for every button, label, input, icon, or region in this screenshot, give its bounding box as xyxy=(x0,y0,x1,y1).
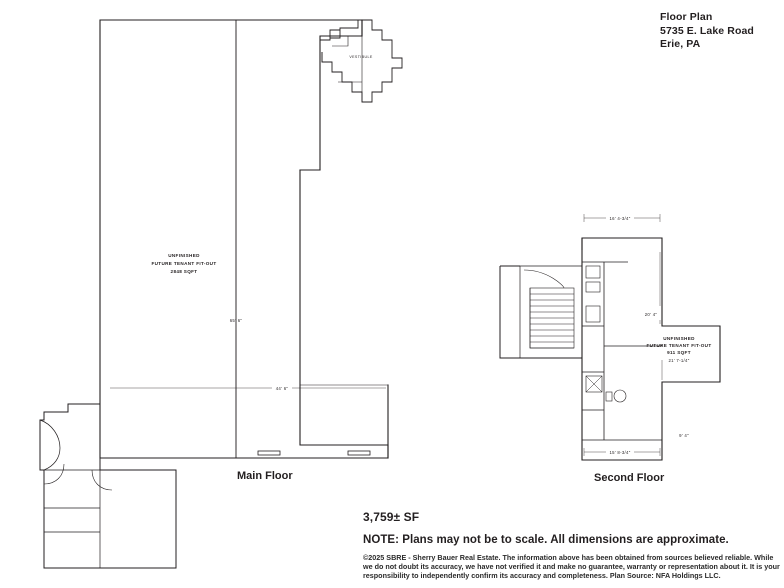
svg-text:2848 SQFT: 2848 SQFT xyxy=(170,269,198,274)
second-dim-right-upper: 20' 4" xyxy=(644,312,658,317)
main-floor-door-openings xyxy=(258,451,370,455)
legal-disclaimer: ©2025 SBRE - Sherry Bauer Real Estate. The information above has been obtained from sources believed reliable. While we do not doubt its accuracy, we have not verified it and make no guarantee, warranty or representation about it. It is your responsibility to independently confirm its accuracy and completeness. Plan Source: NFA Holdings LLC. xyxy=(363,553,780,581)
vestibule-label: VESTIBULE xyxy=(349,55,373,59)
second-floor-dimensions xyxy=(584,214,662,456)
main-floor-dimensions xyxy=(110,30,386,450)
second-floor-caption: Second Floor xyxy=(594,472,665,484)
main-floor-left-wing xyxy=(40,404,176,568)
second-floor-outline xyxy=(500,238,720,460)
second-unfinished-label xyxy=(646,336,711,355)
svg-text:UNFINISHED: UNFINISHED xyxy=(663,336,695,341)
svg-text:FUTURE TENANT FIT-OUT: FUTURE TENANT FIT-OUT xyxy=(646,343,712,348)
main-unfinished-label xyxy=(151,253,216,274)
second-dim-right-lower: 9' 4" xyxy=(679,433,689,438)
total-square-feet: 3,759± SF xyxy=(363,510,420,524)
vestibule-outline xyxy=(320,20,402,102)
main-floor-outline xyxy=(100,20,388,458)
property-city-state: Erie, PA xyxy=(660,38,701,50)
svg-text:911 SQFT: 911 SQFT xyxy=(667,350,691,355)
main-floor-caption: Main Floor xyxy=(237,470,293,482)
main-vertical-dimension: 65' 6" xyxy=(229,318,243,323)
main-horizontal-dimension: 44' 6" xyxy=(275,386,289,391)
second-dim-bottom: 15' 8-3/4" xyxy=(609,450,631,455)
sheet-title: Floor Plan xyxy=(660,11,713,23)
second-dim-top: 16' 4-3/4" xyxy=(609,216,631,221)
property-address: 5735 E. Lake Road xyxy=(660,24,754,37)
scale-note: NOTE: Plans may not be to scale. All dimensions are approximate. xyxy=(363,534,729,546)
svg-text:UNFINISHED: UNFINISHED xyxy=(168,253,200,258)
second-dim-right-mid: 21' 7-1/4" xyxy=(668,358,690,363)
svg-text:FUTURE TENANT FIT-OUT: FUTURE TENANT FIT-OUT xyxy=(151,261,217,266)
